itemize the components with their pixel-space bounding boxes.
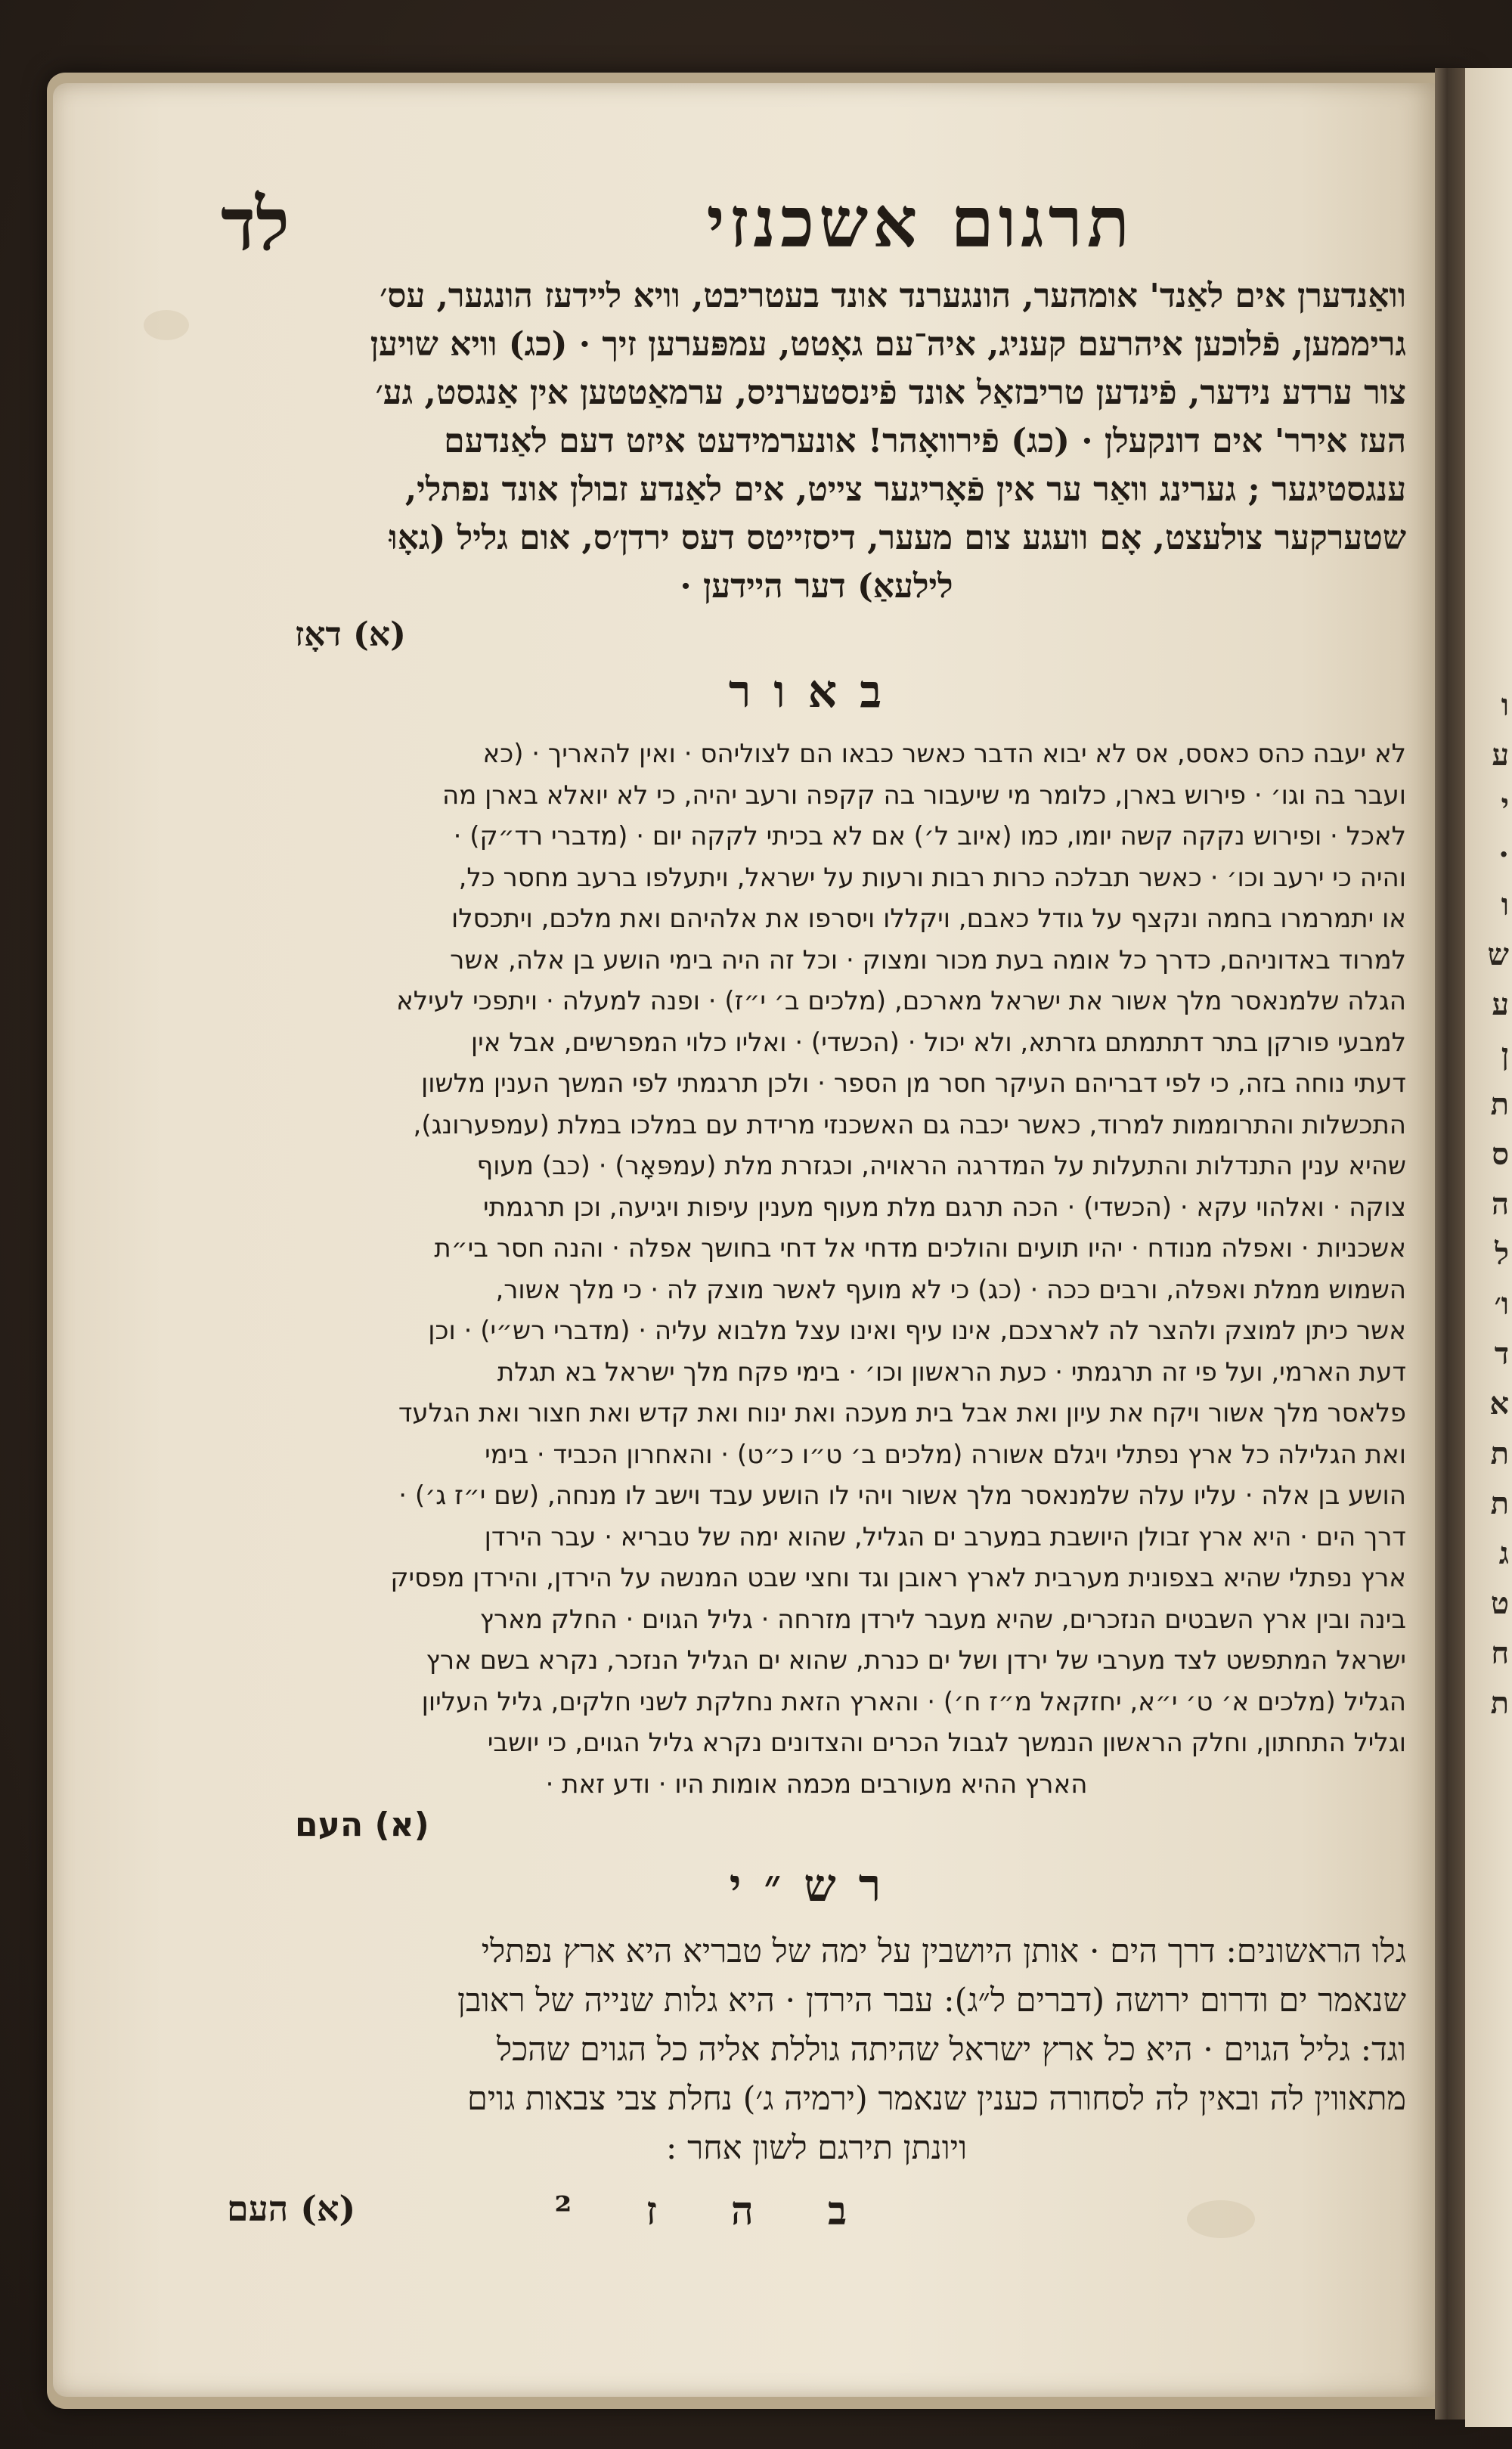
- paper-stain: [144, 310, 189, 340]
- book-gutter: [1435, 68, 1465, 2420]
- commentary-line: ארץ נפתלי שהיא בצפונית מערבית לארץ ראובן וגד וחצי שבט המנשה על הירדן, והירדן מפסיק: [390, 1563, 1406, 1593]
- commentary-line: והיה כי ירעב וכו׳ · כאשר תבלכה כרות רבות ורעות על ישראל, ויתעלפו ברעב מחסר כל,: [458, 862, 1406, 893]
- commentary-line: דעת הארמי, ועל פי זה תרגמתי · כעת הראשון וכו׳ · בימי פקח מלך ישראל בא תגלת: [497, 1356, 1406, 1387]
- commentary-line: לא יעבה כהס כאסס, אס לא יבוא הדבר כאשר כבאו הם לצוליהס · ואין להאריך · (כא: [482, 739, 1406, 769]
- biur-commentary: [227, 733, 1406, 1853]
- printer-signature: ב ה ז ²: [554, 2188, 877, 2234]
- commentary-line: וגליל התחתון, וחלק הראשון הנמשך לגבול הכרים והצדונים נקרא גליל הגוים, כי יושבי: [487, 1728, 1406, 1758]
- commentary-line: לאכל · ופירוש נקקה קשה יומו, כמו (איוב ל׳) אם לא בכיתי לקקה יום · (מדברי רד״ק) ·: [453, 821, 1406, 851]
- commentary-line: בינה ובין ארץ השבטים הנזכרים, שהיא מעבר לירדן מזרחה · גליל הגוים · החלק מארץ: [479, 1604, 1406, 1635]
- page-header: [221, 181, 1406, 272]
- text-line: לילעאַ) דער היידען ·: [680, 567, 953, 606]
- text-line: ענגסטיגער ; גערינג וואַר ער אין פֿאָריגער צייט, אים לאַנדע זבולן אונד נפתלי,: [404, 470, 1406, 509]
- commentary-line: התכשלות והתרוממות למרוד, כאשר יכבה גם האשכנזי מרידת עם במלכו במלת (עמפערונג),: [413, 1109, 1406, 1140]
- catchword: (א) דאָז: [295, 615, 406, 654]
- catchword: (א) העם: [295, 1806, 429, 1844]
- commentary-line: הושע בן אלה · עליו עלה שלמנאסר מלך אשור ויהי לו הושע עבד וישב לו מנחה, (שם י״ז ג׳) ·: [398, 1480, 1406, 1511]
- right-page-margin-letters: ו ע י · ו ש ע ן ת ס ה ל ו׳ ד א ת ת ג ט ח ת: [1487, 687, 1509, 1721]
- text-line: שטערקער צולעצט, אָם וועגע צום מעער, דיסזייטס דעס ירדן׳ס, אום גליל (גאָוּ: [389, 519, 1406, 557]
- footer-catchword: (א) העם: [227, 2188, 356, 2229]
- rashi-line: וגד: גליל הגוים · היא כל ארץ ישראל שהיתה גוללת אליה כל הגוים שהכל: [497, 2031, 1406, 2069]
- catchword-row: [227, 611, 1406, 659]
- text-line: צור ערדע נידער, פֿינדען טריבזאַל אונד פֿינסטערניס, ערמאַטטען אין אַנגסט, גע׳: [375, 374, 1406, 412]
- rashi-heading: רש״י: [729, 1859, 904, 1912]
- commentary-line: אשכניות · ואפלה מנודח · יהיו תועים והולכים מדחי אל דחי בחושך אפלה · והנה חסר בי״ת: [434, 1233, 1406, 1263]
- rashi-commentary: [227, 1927, 1406, 2173]
- rashi-line: שנאמר ים ודרום ירושה (דברים ל״ג): עבר הירדן · היא גלות שנייה של ראובן: [457, 1982, 1406, 2020]
- commentary-line: ישראל המתפשט לצד מערבי של ירדן ושל ים כנרת, שהוא ים הגליל הנזכר, נקרא בשם ארץ: [426, 1645, 1406, 1676]
- text-line: גריממען, פֿלוכען איהרעם קעניג, איה־עם גאָטט, עמפּערען זיך · (כג) וויא שויען: [370, 325, 1406, 364]
- catchword-row: [227, 1805, 1406, 1853]
- commentary-line: השמוש ממלת ואפלה, ורבים ככה · (כג) כי לא מועף לאשר מוצק לה · כי מלך אשור,: [495, 1274, 1406, 1305]
- commentary-line: הגליל (מלכים א׳ ט׳ י״א, יחזקאל מ״ז ח׳) · והארץ הזאת נחלקת לשני חלקים, גליל העליון: [421, 1686, 1406, 1717]
- commentary-line: פלאסר מלך אשור ויקח את עיון ואת אבל בית מעכה ואת ינוח ואת קדש ואת חצור ואת הגלעד: [398, 1398, 1406, 1428]
- commentary-line: צוקה · ואלהוי עקא · (הכשדי) · הכה תרגם מלת מעוף מענין עיפות ויגיעה, וכן תרגמתי: [483, 1192, 1406, 1223]
- commentary-line: למבעי פורקן בתר דתתמתם גזרתא, ולא יכול · (הכשדי) · ואליו כלוי המפרשים, אבל אין: [470, 1027, 1406, 1058]
- commentary-line: שהיא ענין התנדלות והתעלות על המדרגה הראויה, וכגזרת מלת (עמפּאָר) · (כב) מעוף: [476, 1151, 1406, 1181]
- commentary-line: דרך הים · היא ארץ זבולן היושבת במערב ים הגליל, שהוא ימה של טבריא · עבר הירדן: [484, 1521, 1406, 1552]
- page-footer: [227, 2188, 1406, 2249]
- main-translation-text: [227, 272, 1406, 659]
- commentary-line: הגלה שלמנאסר מלך אשור את ישראל מארכם, (מלכים ב׳ י״ז) · ופנה למעלה · ויתפכי לעילא: [396, 986, 1406, 1016]
- commentary-line: או יתמרמרו בחמה ונקצף על גודל כאבם, ויקללו ויסרפו את אלהיהם ואת מלכם, ויתכסלו: [451, 904, 1406, 934]
- commentary-line: ועבר בה וגו׳ · פירוש בארן, כלומר מי שיעבור בה קקפה ורעב יהיה, כי לא יואלא בארן מה: [442, 780, 1406, 811]
- rashi-line: גלו הראשונים: דרך הים · אותן היושבין על ימה של טבריא היא ארץ נפתלי: [481, 1933, 1406, 1970]
- commentary-line: הארץ ההיא מעורבים מכמה אומות היו · ודע זאת ·: [545, 1769, 1088, 1800]
- text-line: העז אירר' אים דונקעלן · (כג) פֿירוואָהר! אונערמידעט איזט דעם לאַנדעם: [444, 422, 1406, 460]
- commentary-line: דעתי נוחה בזה, כי לפי דבריהם העיקר חסר מן הספר · ולכן תרגמתי לפי המשך הענין מלשון: [421, 1068, 1406, 1099]
- commentary-line: למרוד באדוניהם, כדרך כל אומה בעת מכור ומצוק · וכל זה היה בימי הושע בן אלה, אשר: [450, 944, 1406, 975]
- running-title: תרגום אשכנזי: [706, 181, 1134, 263]
- rashi-line: ויונתן תירגם לשון אחר :: [665, 2129, 968, 2167]
- biur-heading: באור: [728, 665, 905, 718]
- commentary-line: ואת הגלילה כל ארץ נפתלי ויגלם אשורה (מלכים ב׳ ט״ו כ״ט) · והאחרון הכביד · בימי: [485, 1439, 1406, 1470]
- text-line: וואַנדערן אים לאַנד' אומהער, הונגערנד אונד בעטריבט, וויא ליידעז הונגער, עס׳: [380, 277, 1406, 315]
- folio-number: לד: [221, 181, 290, 267]
- rashi-line: מתאווין לה ובאין לה לסחורה כענין שנאמר (ירמיה ג׳) נחלת צבי צבאות גוים: [467, 2080, 1406, 2118]
- commentary-line: אשר כיתן למוצק ולהצר לה לארצכם, אינו עיף ואינו עצל מלבוא עליה · (מדברי רש״י) · וכן: [428, 1316, 1406, 1346]
- page-content: [221, 181, 1406, 2249]
